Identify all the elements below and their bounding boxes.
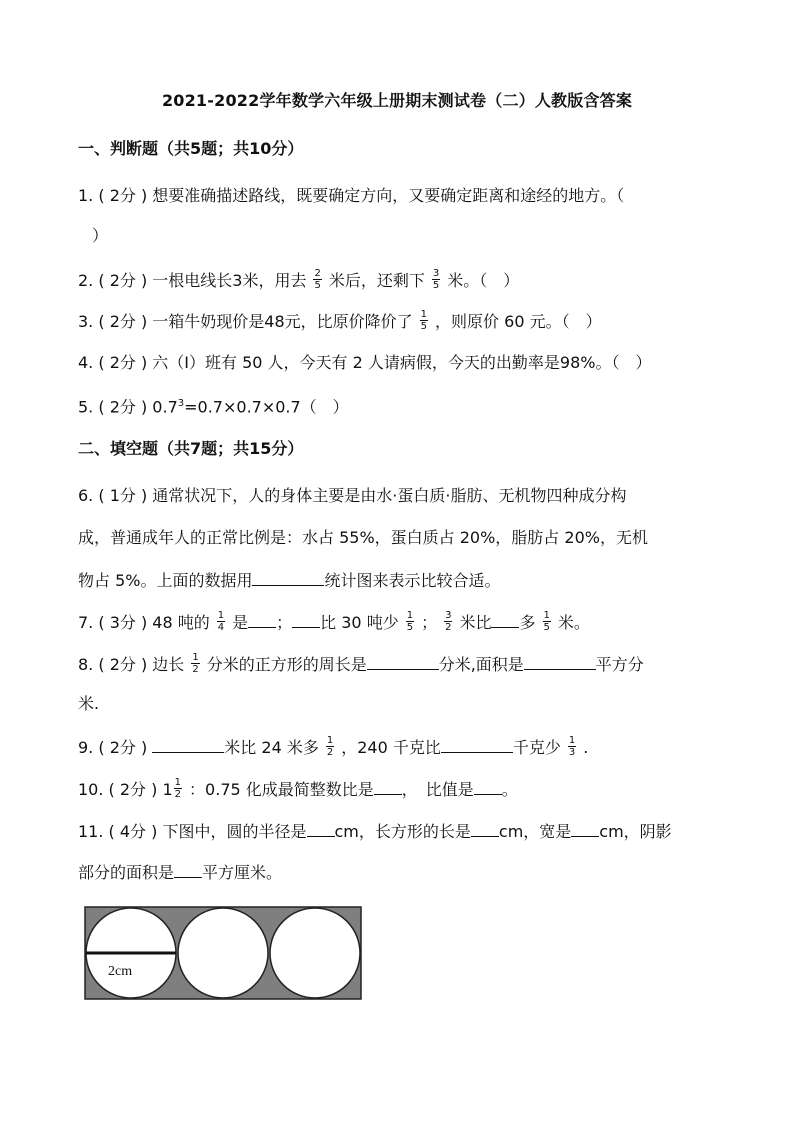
circle-3 (270, 908, 360, 998)
question-7 (78, 611, 590, 635)
fraction: $\frac{1}{2}$ (174, 777, 182, 800)
question-4 (78, 353, 651, 373)
question-8 (78, 653, 644, 677)
fraction: $\frac{1}{3}$ (568, 735, 576, 758)
question-3 (78, 311, 602, 334)
answer-blank[interactable] (571, 820, 599, 837)
mixed-number-whole: 1 (162, 780, 173, 799)
circle-2 (178, 908, 268, 998)
question-text: ：0.75 化成最简整数比是 (189, 780, 374, 799)
question-text: ，240 千克比 (341, 738, 441, 757)
question-6-line-3 (78, 569, 501, 591)
question-11-line-2 (78, 861, 282, 883)
question-2 (78, 270, 519, 293)
answer-blank[interactable] (474, 778, 502, 795)
question-number: 7. (78, 613, 94, 632)
fraction: $\frac{3}{5}$ (432, 268, 440, 291)
page-title: 2021-2022学年数学六年级上册期末测试卷（二）人教版含答案 (161, 91, 633, 110)
question-text: 边长 (152, 655, 185, 674)
question-text: 米。 (557, 613, 590, 632)
question-9 (78, 736, 588, 760)
question-score: ( 2分 ) (98, 353, 148, 372)
question-text: 下图中，圆的半径是 (162, 822, 307, 841)
answer-blank[interactable] (374, 778, 402, 795)
question-text: =0.7×0.7×0.7（ ） (184, 397, 349, 417)
answer-blank[interactable] (491, 611, 519, 628)
question-text: 比 30 吨少 (320, 613, 399, 632)
question-text: cm，长方形的长是 (334, 822, 471, 841)
diameter-label: 2cm (108, 964, 133, 979)
question-number: 2. (78, 271, 94, 290)
question-number: 8. (78, 655, 94, 674)
question-6-line-2: 成，普通成年人的正常比例是：水占 55%，蛋白质占 20%，脂肪占 20%，无机 (78, 528, 648, 547)
question-1 (78, 186, 624, 206)
fraction: $\frac{1}{4}$ (217, 610, 225, 633)
question-text: 是 (232, 613, 249, 632)
answer-blank[interactable] (248, 611, 276, 628)
answer-blank[interactable] (152, 736, 224, 753)
question-text: 分米,面积是 (438, 655, 524, 674)
answer-blank[interactable] (524, 653, 596, 670)
fraction: $\frac{1}{2}$ (192, 652, 199, 675)
fraction: $\frac{1}{5}$ (420, 309, 428, 332)
question-number: 3. (78, 312, 94, 331)
question-text: 想要准确描述路线，既要确定方向，又要确定距离和途经的地方。（ (152, 186, 625, 205)
question-score: ( 2分 ) (98, 397, 148, 417)
question-text: cm，阴影 (599, 822, 672, 841)
question-score: ( 2分 ) (98, 271, 148, 290)
question-text: 48 吨的 (152, 613, 210, 632)
question-text: 六（I）班有 50 人，今天有 2 人请病假，今天的出勤率是98%。（ ） (152, 353, 652, 372)
figure-svg (84, 906, 364, 1002)
section-heading-judgement: 一、判断题（共5题；共10分） (78, 139, 304, 158)
question-text: 米。（ ） (447, 271, 520, 290)
question-text: 千克少 (512, 738, 561, 757)
question-text: 分米的正方形的周长是 (206, 655, 367, 674)
section-heading-fill-blank: 二、填空题（共7题；共15分） (78, 439, 304, 458)
question-text: 多 (519, 613, 536, 632)
question-number: 4. (78, 353, 94, 372)
question-score: ( 2分 ) (98, 312, 148, 331)
question-5 (78, 394, 349, 417)
question-text: ， 比值是 (401, 780, 474, 799)
question-text: 0.7 (152, 397, 178, 417)
question-text: ，则原价 60 元。（ ） (435, 312, 602, 331)
question-number: 11. (78, 822, 104, 841)
question-score: ( 1分 ) (98, 486, 148, 505)
answer-blank[interactable] (471, 820, 499, 837)
question-text: 平方厘米。 (202, 863, 283, 882)
question-text: 米后，还剩下 (328, 271, 425, 290)
question-text: ； (276, 613, 293, 632)
question-number: 9. (78, 738, 94, 757)
fraction: $\frac{2}{5}$ (314, 268, 321, 291)
fraction: $\frac{3}{2}$ (445, 610, 452, 633)
question-text: 。 (501, 780, 518, 799)
question-score: ( 2分 ) (98, 186, 148, 205)
question-text: 一根电线长3米，用去 (152, 271, 307, 290)
answer-blank[interactable] (252, 569, 324, 586)
question-text: ； (421, 613, 438, 632)
answer-blank[interactable] (174, 861, 202, 878)
answer-blank[interactable] (367, 653, 439, 670)
question-text: 米比 (459, 613, 492, 632)
answer-blank[interactable] (307, 820, 335, 837)
question-1-continued: ） (92, 226, 109, 245)
question-11 (78, 820, 672, 842)
answer-blank[interactable] (292, 611, 320, 628)
question-score: ( 4分 ) (108, 822, 158, 841)
question-8-line-2: 米. (78, 694, 100, 713)
question-text: 平方分 (595, 655, 644, 674)
fraction: $\frac{1}{5}$ (406, 610, 414, 633)
question-score: ( 2分 ) (98, 655, 148, 674)
question-number: 6. (78, 486, 94, 505)
exponent: 3 (177, 398, 185, 409)
question-text: cm，宽是 (498, 822, 572, 841)
question-text: . (583, 738, 589, 757)
question-text: 通常状况下，人的身体主要是由水·蛋白质·脂肪、无机物四种成分构 (152, 486, 627, 505)
question-text: 米比 24 米多 (224, 738, 319, 757)
question-score: ( 2分 ) (108, 780, 158, 799)
question-number: 1. (78, 186, 94, 205)
question-text: 统计图来表示比较合适。 (324, 571, 501, 590)
question-number: 5. (78, 397, 94, 417)
fraction: $\frac{1}{5}$ (543, 610, 550, 633)
question-6 (78, 486, 626, 506)
question-text: 一箱牛奶现价是48元，比原价降价了 (152, 312, 413, 331)
answer-blank[interactable] (441, 736, 513, 753)
question-text: 部分的面积是 (78, 863, 175, 882)
question-text: 物占 5%。上面的数据用 (78, 571, 253, 590)
circles-in-rectangle-figure (84, 906, 364, 1006)
question-number: 10. (78, 780, 104, 799)
question-score: ( 3分 ) (98, 613, 148, 632)
question-score: ( 2分 ) (98, 738, 148, 757)
question-10 (78, 778, 518, 802)
fraction: $\frac{1}{2}$ (326, 735, 334, 758)
